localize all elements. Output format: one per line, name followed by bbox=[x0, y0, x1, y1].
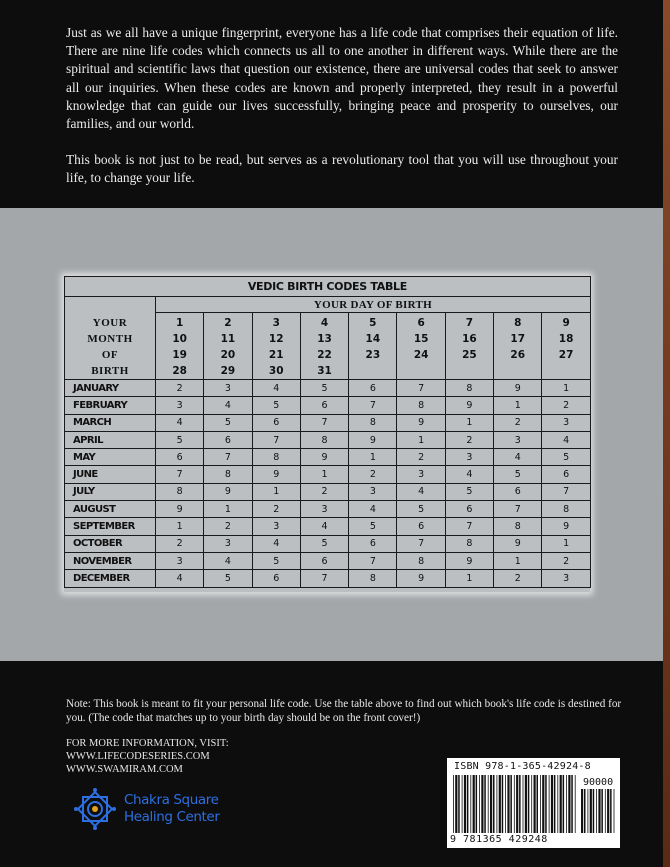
code-cell: 7 bbox=[204, 449, 252, 466]
code-cell: 2 bbox=[542, 397, 590, 414]
code-cell: 2 bbox=[252, 501, 300, 518]
table-row bbox=[65, 501, 591, 518]
code-cell: 4 bbox=[349, 501, 397, 518]
code-cell: 5 bbox=[542, 449, 590, 466]
month-header-line: MONTH bbox=[87, 333, 133, 345]
table-row bbox=[65, 449, 591, 466]
barcode-icon bbox=[453, 775, 577, 833]
month-label: SEPTEMBER bbox=[65, 518, 156, 535]
code-cell: 2 bbox=[542, 552, 590, 569]
code-cell: 6 bbox=[349, 535, 397, 552]
day-number: 30 bbox=[268, 365, 284, 377]
day-number: 26 bbox=[510, 349, 526, 361]
day-number: 20 bbox=[220, 349, 236, 361]
logo-line-1: Chakra Square bbox=[124, 792, 219, 808]
day-number: 28 bbox=[172, 365, 187, 377]
code-cell: 5 bbox=[300, 535, 348, 552]
day-number: 25 bbox=[462, 349, 477, 361]
table-row bbox=[65, 570, 591, 587]
barcode-panel bbox=[447, 758, 620, 848]
month-label: DECEMBER bbox=[65, 570, 156, 587]
month-header-line: BIRTH bbox=[91, 365, 129, 377]
code-cell: 8 bbox=[349, 414, 397, 431]
code-cell: 1 bbox=[445, 414, 493, 431]
code-cell: 9 bbox=[494, 380, 542, 397]
code-cell: 6 bbox=[252, 570, 300, 587]
code-cell: 6 bbox=[252, 414, 300, 431]
code-cell: 3 bbox=[349, 483, 397, 500]
code-cell: 2 bbox=[156, 535, 204, 552]
code-cell: 8 bbox=[204, 466, 252, 483]
code-cell: 9 bbox=[204, 483, 252, 500]
code-cell: 4 bbox=[156, 414, 204, 431]
code-cell: 6 bbox=[156, 449, 204, 466]
code-cell: 6 bbox=[300, 552, 348, 569]
day-column-header bbox=[252, 313, 300, 380]
code-cell: 2 bbox=[349, 466, 397, 483]
book-spine-edge bbox=[663, 0, 670, 867]
code-cell: 5 bbox=[156, 431, 204, 448]
code-cell: 9 bbox=[445, 552, 493, 569]
code-cell: 5 bbox=[397, 501, 445, 518]
code-cell: 7 bbox=[445, 518, 493, 535]
more-info bbox=[66, 738, 229, 776]
day-number: 29 bbox=[220, 365, 236, 377]
code-cell: 8 bbox=[445, 380, 493, 397]
month-header bbox=[65, 297, 156, 380]
month-label: OCTOBER bbox=[65, 535, 156, 552]
code-cell: 4 bbox=[252, 380, 300, 397]
code-cell: 3 bbox=[542, 414, 590, 431]
code-cell: 3 bbox=[252, 518, 300, 535]
code-cell: 8 bbox=[494, 518, 542, 535]
price-code: 90000 bbox=[583, 777, 614, 788]
code-cell: 1 bbox=[300, 466, 348, 483]
code-cell: 9 bbox=[349, 431, 397, 448]
day-number: 14 bbox=[365, 333, 381, 345]
day-column-header bbox=[300, 313, 348, 380]
day-number: 22 bbox=[317, 349, 332, 361]
code-cell: 9 bbox=[445, 397, 493, 414]
month-label: JULY bbox=[65, 483, 156, 500]
day-number: 11 bbox=[220, 333, 236, 345]
code-cell: 5 bbox=[494, 466, 542, 483]
code-cell: 3 bbox=[397, 466, 445, 483]
code-cell: 7 bbox=[494, 501, 542, 518]
code-cell: 5 bbox=[252, 552, 300, 569]
day-number: 18 bbox=[558, 333, 574, 345]
day-column-header bbox=[349, 313, 397, 380]
code-cell: 7 bbox=[300, 414, 348, 431]
code-cell: 8 bbox=[349, 570, 397, 587]
table-row bbox=[65, 552, 591, 569]
code-cell: 6 bbox=[397, 518, 445, 535]
table-row bbox=[65, 397, 591, 414]
code-cell: 6 bbox=[494, 483, 542, 500]
birth-codes-table-panel bbox=[64, 276, 590, 592]
code-cell: 4 bbox=[300, 518, 348, 535]
code-cell: 5 bbox=[252, 397, 300, 414]
code-cell: 9 bbox=[252, 466, 300, 483]
code-cell: 5 bbox=[445, 483, 493, 500]
code-cell: 3 bbox=[542, 570, 590, 587]
day-column-header bbox=[397, 313, 445, 380]
day-number: 24 bbox=[413, 349, 429, 361]
day-number: 3 bbox=[272, 317, 280, 329]
day-number: 7 bbox=[465, 317, 474, 329]
month-label: AUGUST bbox=[65, 501, 156, 518]
code-cell: 5 bbox=[300, 380, 348, 397]
link-swamiram[interactable]: WWW.SWAMIRAM.COM bbox=[66, 763, 183, 775]
intro-text bbox=[66, 24, 618, 206]
day-column-header bbox=[494, 313, 542, 380]
code-cell: 5 bbox=[204, 414, 252, 431]
code-cell: 5 bbox=[349, 518, 397, 535]
code-cell: 3 bbox=[204, 535, 252, 552]
code-cell: 2 bbox=[494, 570, 542, 587]
code-cell: 2 bbox=[300, 483, 348, 500]
day-number: 19 bbox=[172, 349, 187, 361]
code-cell: 6 bbox=[542, 466, 590, 483]
chakra-square-icon bbox=[72, 786, 118, 832]
isbn-number: ISBN 978-1-365-42924-8 bbox=[454, 761, 591, 772]
code-cell: 9 bbox=[300, 449, 348, 466]
code-cell: 1 bbox=[349, 449, 397, 466]
more-info-heading: FOR MORE INFORMATION, VISIT: bbox=[66, 738, 229, 749]
code-cell: 7 bbox=[397, 535, 445, 552]
day-number: 4 bbox=[320, 317, 329, 329]
day-number: 6 bbox=[417, 317, 425, 329]
day-number: 17 bbox=[510, 333, 526, 345]
code-cell: 2 bbox=[445, 431, 493, 448]
code-cell: 8 bbox=[156, 483, 204, 500]
code-cell: 8 bbox=[397, 397, 445, 414]
code-cell: 1 bbox=[397, 431, 445, 448]
code-cell: 4 bbox=[204, 552, 252, 569]
code-cell: 3 bbox=[204, 380, 252, 397]
code-cell: 1 bbox=[542, 380, 590, 397]
code-cell: 2 bbox=[494, 414, 542, 431]
code-cell: 7 bbox=[349, 552, 397, 569]
month-label: MAY bbox=[65, 449, 156, 466]
code-cell: 3 bbox=[156, 397, 204, 414]
code-cell: 4 bbox=[397, 483, 445, 500]
table-row bbox=[65, 466, 591, 483]
code-cell: 9 bbox=[494, 535, 542, 552]
logo-line-2: Healing Center bbox=[124, 809, 220, 825]
logo-text bbox=[124, 792, 220, 826]
month-header-line: OF bbox=[101, 349, 119, 361]
code-cell: 8 bbox=[252, 449, 300, 466]
code-cell: 3 bbox=[494, 431, 542, 448]
month-label: JANUARY bbox=[65, 380, 156, 397]
code-cell: 7 bbox=[252, 431, 300, 448]
table-row bbox=[65, 431, 591, 448]
code-cell: 4 bbox=[156, 570, 204, 587]
code-cell: 1 bbox=[494, 397, 542, 414]
code-cell: 8 bbox=[445, 535, 493, 552]
code-cell: 8 bbox=[542, 501, 590, 518]
table-row bbox=[65, 535, 591, 552]
code-cell: 6 bbox=[300, 397, 348, 414]
code-cell: 1 bbox=[542, 535, 590, 552]
note-text: Note: This book is meant to fit your personal life code. Use the table above to find out which book's life code is destined for you. (The code that matches up to your birth day should be on the front cover!) bbox=[66, 698, 622, 724]
table-row bbox=[65, 380, 591, 397]
day-column-header bbox=[445, 313, 493, 380]
day-number: 5 bbox=[369, 317, 377, 329]
day-number: 8 bbox=[514, 317, 522, 329]
code-cell: 5 bbox=[204, 570, 252, 587]
day-number: 2 bbox=[224, 317, 232, 329]
day-number: 9 bbox=[562, 317, 570, 329]
table-row bbox=[65, 414, 591, 431]
code-cell: 9 bbox=[397, 414, 445, 431]
month-label: FEBRUARY bbox=[65, 397, 156, 414]
day-number: 16 bbox=[462, 333, 477, 345]
month-label: MARCH bbox=[65, 414, 156, 431]
day-number: 1 bbox=[175, 317, 184, 329]
code-cell: 9 bbox=[542, 518, 590, 535]
link-lifecodeseries[interactable]: WWW.LIFECODESERIES.COM bbox=[66, 750, 210, 762]
code-cell: 6 bbox=[204, 431, 252, 448]
code-cell: 8 bbox=[397, 552, 445, 569]
table-subtitle: YOUR DAY OF BIRTH bbox=[156, 297, 591, 313]
code-cell: 6 bbox=[445, 501, 493, 518]
code-cell: 7 bbox=[349, 397, 397, 414]
day-number: 27 bbox=[558, 349, 574, 361]
code-cell: 3 bbox=[300, 501, 348, 518]
day-column-header bbox=[204, 313, 252, 380]
code-cell: 6 bbox=[349, 380, 397, 397]
code-cell: 1 bbox=[494, 552, 542, 569]
day-number: 10 bbox=[172, 333, 187, 345]
code-cell: 7 bbox=[397, 380, 445, 397]
code-cell: 2 bbox=[156, 380, 204, 397]
table-row bbox=[65, 483, 591, 500]
code-cell: 7 bbox=[300, 570, 348, 587]
table-row bbox=[65, 518, 591, 535]
barcode-digits: 9 781365 429248 bbox=[450, 834, 548, 845]
month-label: NOVEMBER bbox=[65, 552, 156, 569]
code-cell: 2 bbox=[204, 518, 252, 535]
month-label: JUNE bbox=[65, 466, 156, 483]
table-title: VEDIC BIRTH CODES TABLE bbox=[65, 277, 591, 297]
code-cell: 1 bbox=[252, 483, 300, 500]
intro-paragraph-1: Just as we all have a unique fingerprint, everyone has a life code that comprises their equation of life. There are nine life codes which connects us all to one another in different ways. While there are the spiritual and scientific laws that question our existence, there are universal codes that seek to answer all our inquiries. When these codes are known and properly interpreted, they result in a powerful knowledge that can guide our lives successfully, bringing peace and prosperity to ourselves, our families, and our world. bbox=[66, 25, 618, 132]
intro-paragraph-2: This book is not just to be read, but serves as a revolutionary tool that you will use throughout your life, to change your life. bbox=[66, 152, 618, 186]
day-number: 13 bbox=[317, 333, 332, 345]
chakra-square-logo bbox=[72, 786, 252, 836]
code-cell: 7 bbox=[156, 466, 204, 483]
month-header-line: YOUR bbox=[92, 317, 128, 329]
day-number: 23 bbox=[365, 349, 381, 361]
code-cell: 4 bbox=[445, 466, 493, 483]
code-cell: 1 bbox=[204, 501, 252, 518]
code-cell: 1 bbox=[156, 518, 204, 535]
day-number: 15 bbox=[413, 333, 429, 345]
day-column-header bbox=[156, 313, 204, 380]
code-cell: 3 bbox=[156, 552, 204, 569]
code-cell: 4 bbox=[494, 449, 542, 466]
month-label: APRIL bbox=[65, 431, 156, 448]
code-cell: 9 bbox=[397, 570, 445, 587]
day-number: 31 bbox=[317, 365, 332, 377]
code-cell: 8 bbox=[300, 431, 348, 448]
code-cell: 3 bbox=[445, 449, 493, 466]
day-number: 12 bbox=[268, 333, 284, 345]
code-cell: 4 bbox=[204, 397, 252, 414]
code-cell: 1 bbox=[445, 570, 493, 587]
day-column-header bbox=[542, 313, 590, 380]
code-cell: 2 bbox=[397, 449, 445, 466]
code-cell: 9 bbox=[156, 501, 204, 518]
code-cell: 4 bbox=[252, 535, 300, 552]
code-cell: 4 bbox=[542, 431, 590, 448]
code-cell: 7 bbox=[542, 483, 590, 500]
addon-barcode-icon bbox=[581, 789, 615, 833]
day-number: 21 bbox=[268, 349, 284, 361]
birth-codes-table bbox=[64, 276, 591, 588]
